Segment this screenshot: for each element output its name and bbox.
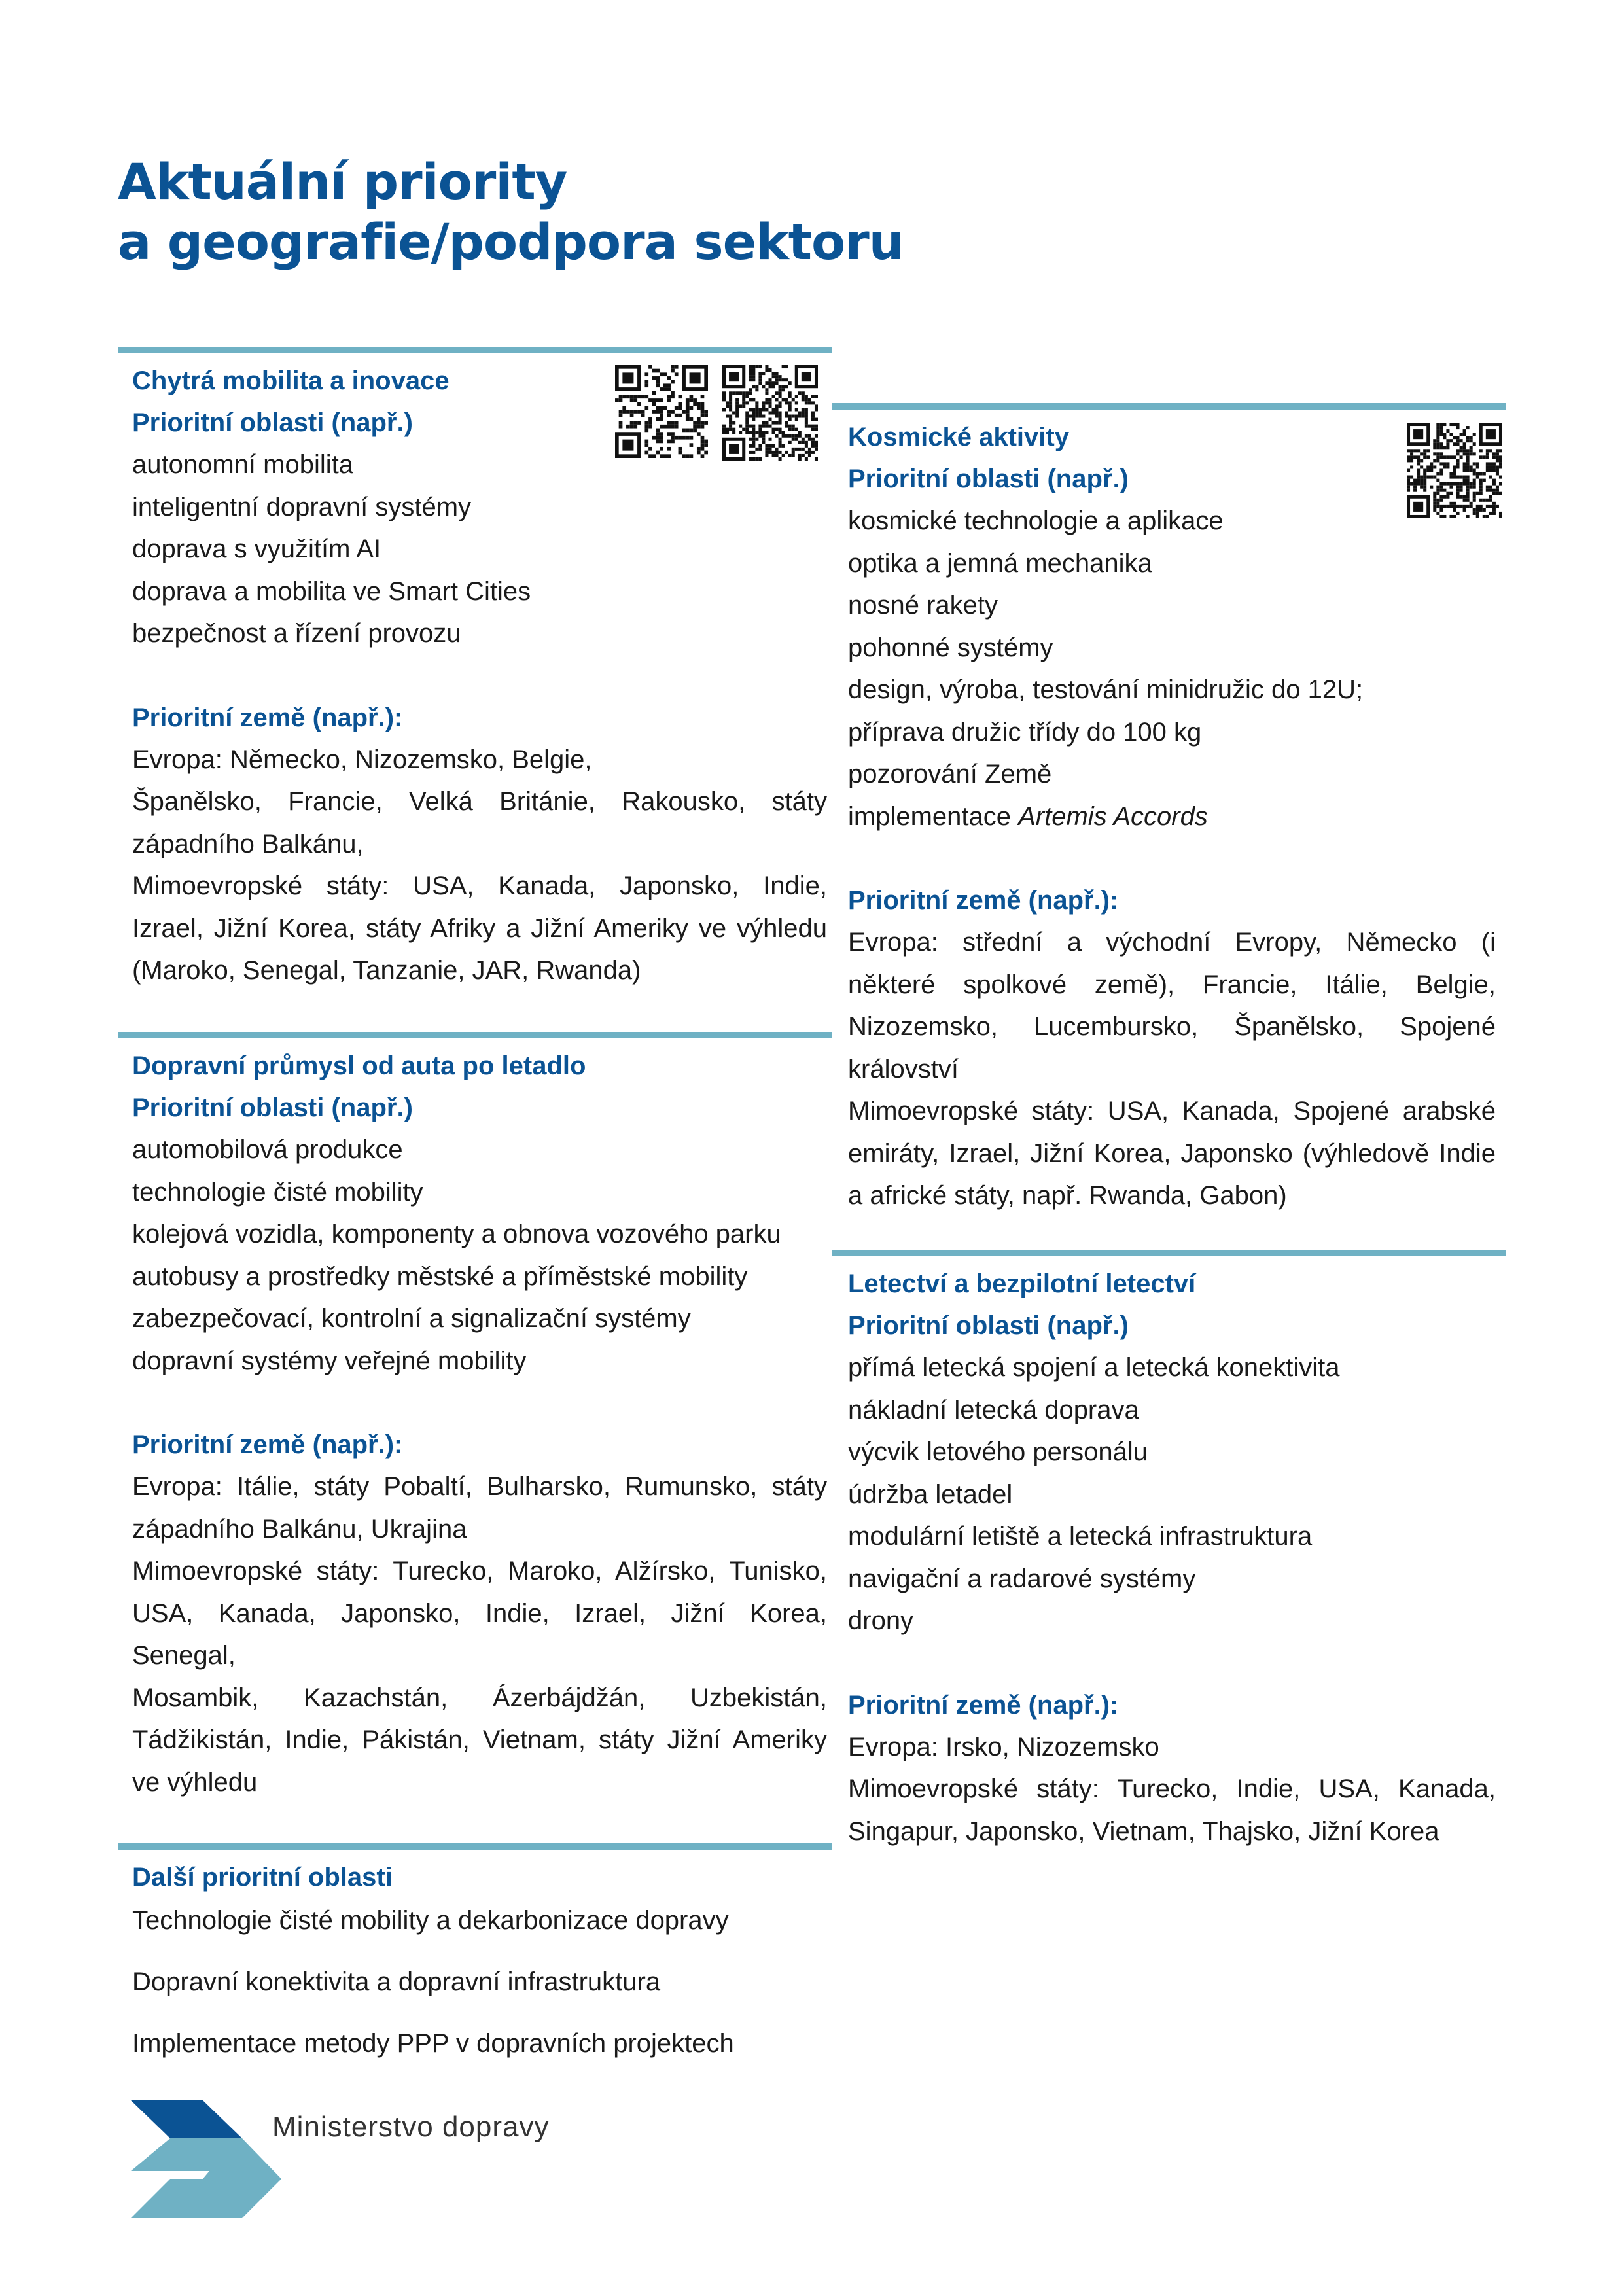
countries-line: Mosambik, Kazachstán, Ázerbájdžán, Uzbekistán, [132, 1683, 827, 1712]
qr-code-icon [722, 365, 818, 461]
list-item: navigační a radarové systémy [848, 1564, 1196, 1593]
qr-code-icon [1407, 423, 1502, 518]
list-item: pozorování Země [848, 760, 1052, 788]
section-space [832, 403, 1506, 1217]
list-item: doprava a mobilita ve Smart Cities [132, 576, 531, 606]
list-item: design, výroba, testování minidružic do 12U; [848, 675, 1364, 704]
page-title-line-1: Aktuální priority [118, 152, 567, 211]
list-item: technologie čisté mobility [132, 1177, 423, 1207]
section-aviation [832, 1250, 1506, 1852]
countries-line: a africké státy, např. Rwanda, Gabon) [848, 1181, 1287, 1210]
countries-line: západního Balkánu, Ukrajina [132, 1514, 467, 1544]
list-item: drony [848, 1606, 914, 1635]
section-divider [118, 1032, 832, 1038]
section-divider [118, 1843, 832, 1850]
countries-line: Evropa: střední a východní Evropy, Německo (i [848, 928, 1496, 957]
qr-code[interactable] [722, 365, 818, 461]
list-item: pohonné systémy [848, 633, 1053, 662]
section-heading: Další prioritní oblasti [132, 1863, 393, 1892]
list-item: příprava družic třídy do 100 kg [848, 717, 1202, 747]
list-item: Implementace metody PPP v dopravních projektech [132, 2029, 734, 2058]
priority-countries-label: Prioritní země (např.): [132, 703, 403, 732]
countries-line: ve výhledu [132, 1767, 258, 1797]
list-item: zabezpečovací, kontrolní a signalizační systémy [132, 1304, 691, 1333]
page-title [118, 152, 904, 272]
section-heading: Dopravní průmysl od auta po letadlo [132, 1051, 586, 1080]
ministry-logo-icon [131, 2100, 281, 2218]
list-item: Technologie čisté mobility a dekarbonizace dopravy [132, 1906, 729, 1935]
section-heading: Kosmické aktivity [848, 423, 1069, 451]
countries-line: Evropa: Německo, Nizozemsko, Belgie, [132, 745, 592, 774]
list-item: modulární letiště a letecká infrastruktura [848, 1522, 1313, 1551]
countries-line: Evropa: Irsko, Nizozemsko [848, 1732, 1159, 1761]
countries-line: Singapur, Japonsko, Vietnam, Thajsko, Jižní Korea [848, 1816, 1439, 1846]
countries-line: USA, Kanada, Japonsko, Indie, Izrael, Jižní Korea, Senegal, [132, 1598, 827, 1670]
priority-countries-label: Prioritní země (např.): [848, 886, 1119, 915]
section-divider [118, 347, 832, 353]
countries-line: Mimoevropské státy: USA, Kanada, Spojené arabské [848, 1097, 1496, 1125]
list-item [848, 796, 1506, 838]
countries-line: Tádžikistán, Indie, Pákistán, Vietnam, státy Jižní Ameriky [132, 1725, 827, 1754]
list-item: přímá letecká spojení a letecká konektivita [848, 1353, 1340, 1382]
section-transport-industry [118, 1032, 832, 1803]
qr-code[interactable] [615, 365, 708, 458]
countries-line: západního Balkánu, [132, 829, 364, 858]
list-item: nákladní letecká doprava [848, 1395, 1139, 1424]
list-item: bezpečnost a řízení provozu [132, 619, 461, 648]
list-item: automobilová produkce [132, 1135, 403, 1164]
priority-areas-label: Prioritní oblasti (např.) [848, 465, 1129, 493]
list-item: autonomní mobilita [132, 450, 353, 479]
list-item: doprava s využitím AI [132, 535, 381, 563]
priority-countries-label: Prioritní země (např.): [848, 1690, 1119, 1720]
countries-line: Španělsko, Francie, Velká Británie, Rakousko, státy [132, 787, 827, 816]
countries-line: (Maroko, Senegal, Tanzanie, JAR, Rwanda) [132, 956, 641, 985]
list-item: kolejová vozidla, komponenty a obnova vozového parku [132, 1220, 781, 1248]
section-heading: Letectví a bezpilotní letectví [848, 1269, 1196, 1298]
countries-line: Izrael, Jižní Korea, státy Afriky a Jižní Ameriky ve výhledu [132, 913, 827, 943]
list-item: kosmické technologie a aplikace [848, 506, 1224, 535]
list-item: nosné rakety [848, 591, 998, 620]
countries-line: Evropa: Itálie, státy Pobaltí, Bulharsko, Rumunsko, státy [132, 1472, 827, 1501]
list-item: inteligentní dopravní systémy [132, 492, 472, 521]
qr-code-icon [615, 365, 708, 458]
list-item: dopravní systémy veřejné mobility [132, 1346, 527, 1375]
section-divider [832, 1250, 1506, 1256]
countries-line: Nizozemsko, Lucembursko, Španělsko, Spojené [848, 1012, 1496, 1041]
section-divider [832, 403, 1506, 410]
countries-line: království [848, 1054, 959, 1084]
countries-line: některé spolkové země), Francie, Itálie, Belgie, [848, 970, 1496, 999]
page-title-line-2: a geografie/podpora sektoru [118, 213, 904, 271]
countries-line: emiráty, Izrael, Jižní Korea, Japonsko (výhledově Indie [848, 1139, 1496, 1168]
priority-areas-label: Prioritní oblasti (např.) [132, 408, 413, 437]
list-item: optika a jemná mechanika [848, 548, 1152, 578]
section-other-priorities [118, 1843, 832, 2084]
ministry-name: Ministerstvo dopravy [272, 2111, 550, 2143]
list-item: výcvik letového personálu [848, 1438, 1148, 1466]
countries-line: Mimoevropské státy: Turecko, Maroko, Alžírsko, Tunisko, [132, 1557, 827, 1585]
list-item: autobusy a prostředky městské a příměstské mobility [132, 1262, 748, 1291]
section-heading: Chytrá mobilita a inovace [132, 366, 450, 395]
priority-areas-label: Prioritní oblasti (např.) [848, 1311, 1129, 1340]
artemis-prefix: implementace [848, 802, 1019, 831]
countries-line: Mimoevropské státy: Turecko, Indie, USA, Kanada, [848, 1775, 1496, 1803]
countries-line: Mimoevropské státy: USA, Kanada, Japonsko, Indie, [132, 872, 827, 900]
artemis-name: Artemis Accords [1018, 802, 1208, 831]
list-item: údržba letadel [848, 1479, 1013, 1509]
priority-countries-label: Prioritní země (např.): [132, 1430, 403, 1459]
qr-code[interactable] [1407, 423, 1502, 518]
list-item: Dopravní konektivita a dopravní infrastruktura [132, 1968, 661, 1996]
priority-areas-label: Prioritní oblasti (např.) [132, 1093, 413, 1122]
